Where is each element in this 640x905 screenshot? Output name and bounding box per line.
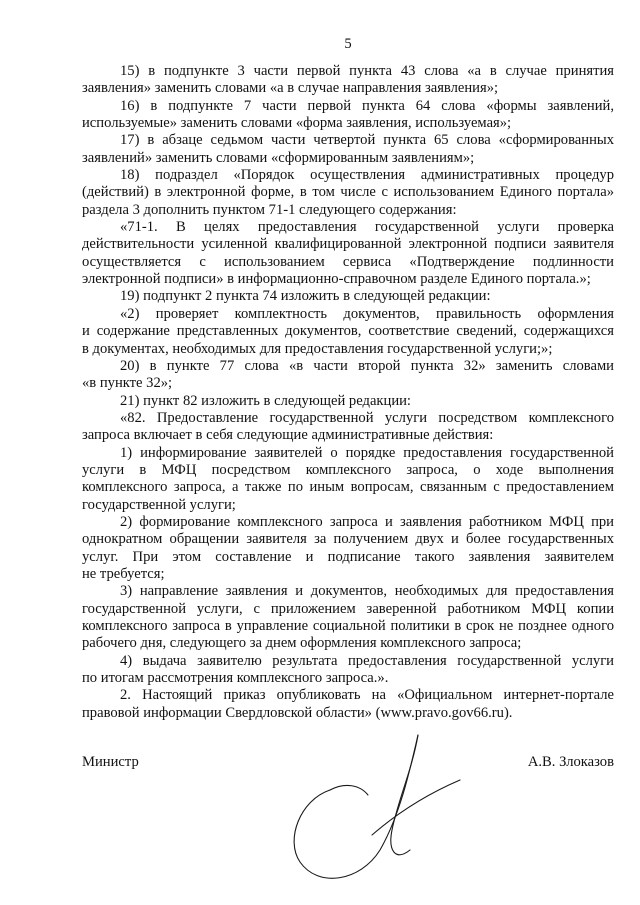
handwritten-signature [270,715,470,895]
text-line: 16) в подпункте 7 части первой пункта 64 слова «формы заявлений, [120,97,614,114]
text-line: 17) в абзаце седьмом части четвертой пункта 65 слова «сформированных [120,132,614,149]
new-subclause-2 [82,306,614,358]
amendment-21 [82,393,614,410]
signatory-title: Министр [82,754,139,770]
text-line: рабочего дня, следующего за днем оформления комплексного запроса; [82,635,522,652]
text-line: 1) информирование заявителей о порядке предоставления государственной [120,444,614,461]
signatory-name: А.В. Злоказов [527,754,614,770]
text-line: осуществляется с использованием сервиса «Подтверждение подлинности [82,253,614,270]
page-number: 5 [344,36,352,52]
amendment-15 [82,63,614,98]
text-line: (действий) в электронной форме, в том числе с использованием Единого портала» [82,184,614,201]
amendment-19 [82,288,614,305]
text-line: 19) подпункт 2 пункта 74 изложить в следующей редакции: [120,288,491,305]
text-line: и содержание представленных документов, соответствие сведений, содержащихся [82,323,614,340]
text-line: государственной услуги; [82,496,236,513]
amendment-18 [82,167,614,219]
signature-stroke [294,735,418,878]
signature-stroke [391,735,418,855]
text-line: комплексного запроса в управление социальной политики в срок не позднее одного [82,618,614,634]
signature-stroke [330,785,368,795]
clause-82-action-4 [82,653,614,688]
text-line: правовой информации Свердловской области» (www.pravo.gov66.ru). [82,704,513,721]
text-line: заявления» заменить словами «а в случае направления заявления»; [82,80,499,97]
text-line: 2. Настоящий приказ опубликовать на «Официальном интернет-портале [120,687,614,704]
text-line: 18) подраздел «Порядок осуществления административных процедур [120,167,614,184]
document-body [82,63,614,722]
signature-stroke [372,780,460,835]
text-line: комплексного запроса, а также по иным вопросам, связанным с предоставлением [82,479,614,496]
text-line: государственной услуги, с приложением заверенной работником МФЦ копии [82,600,614,617]
text-line: раздела 3 дополнить пунктом 71-1 следующего содержания: [82,201,457,218]
text-line: услуги в МФЦ посредством комплексного запроса, о ходе выполнения [82,461,614,478]
new-clause-71-1 [82,219,614,288]
amendment-16 [82,98,614,133]
new-clause-82 [82,410,614,445]
text-line: 2) формирование комплексного запроса и заявления работником МФЦ при [120,513,614,530]
text-line: электронной подписи» в информационно-справочном разделе Единого портала.»; [82,271,591,288]
text-line: «71-1. В целях предоставления государственной услуги проверка [120,219,614,236]
clause-82-action-1 [82,445,614,514]
text-line: заявлений» заменить словами «сформированным заявлениям»; [82,149,475,166]
text-line: 4) выдача заявителю результата предоставления государственной услуги [120,652,614,669]
clause-82-action-3 [82,583,614,652]
text-line: не требуется; [82,565,165,582]
text-line: 20) в пункте 77 слова «в части второй пункта 32» заменить словами [120,357,614,374]
text-line: запроса включает в себя следующие административные действия: [82,427,494,444]
text-line: услуг. При этом составление и подписание такого заявления заявителем [82,548,614,565]
text-line: «82. Предоставление государственной услуги посредством комплексного [120,409,614,426]
text-line: «в пункте 32»; [82,375,173,392]
text-line: 21) пункт 82 изложить в следующей редакции: [120,392,411,409]
text-line: 3) направление заявления и документов, необходимых для предоставления [120,583,614,600]
text-line: действительности усиленной квалифицированной электронной подписи заявителя [82,236,614,253]
amendment-17 [82,132,614,167]
text-line: «2) проверяет комплектность документов, правильность оформления [120,305,614,322]
amendment-20 [82,358,614,393]
text-line: однократном обращении заявителя за получением двух и более государственных [82,531,614,548]
text-line: по итогам рассмотрения комплексного запроса.». [82,670,389,687]
text-line: в документах, необходимых для предоставления государственной услуги;»; [82,340,553,357]
text-line: 15) в подпункте 3 части первой пункта 43 слова «а в случае принятия [120,63,614,79]
text-line: используемые» заменить словами «форма заявления, используемая»; [82,115,512,132]
clause-82-action-2 [82,514,614,583]
